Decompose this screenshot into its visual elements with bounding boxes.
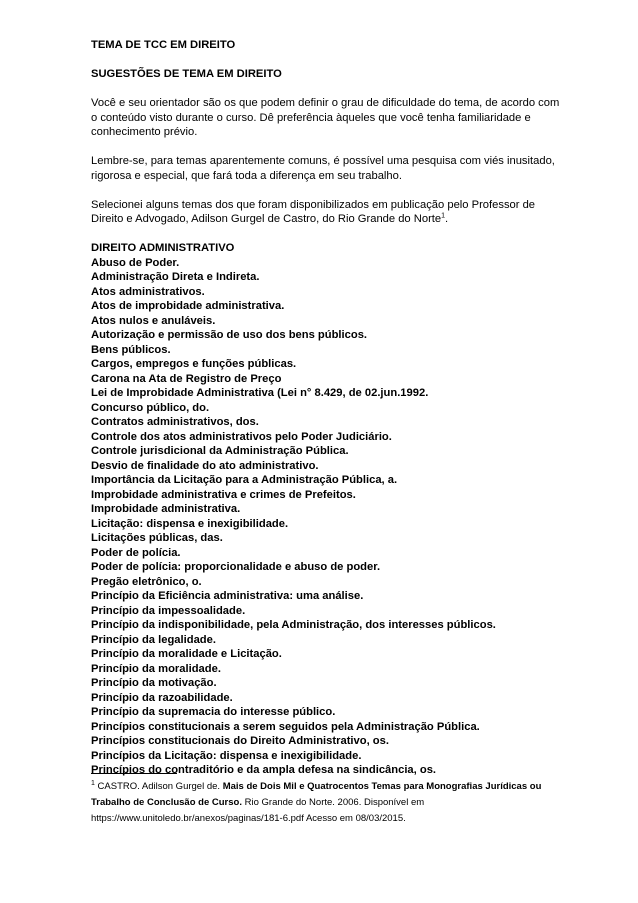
topic-item: Princípios constitucionais do Direito Administrativo, os.	[91, 735, 389, 747]
topic-item: Princípio da razoabilidade.	[91, 691, 233, 704]
topic-item: Administração Direta e Indireta.	[91, 271, 260, 283]
topic-item: Pregão eletrônico, o.	[91, 575, 202, 588]
section-title: DIREITO ADMINISTRATIVO	[91, 242, 235, 254]
footnote-mark: 1	[91, 779, 95, 787]
topic-item: Princípios constitucionais a serem seguidos pela Administração Pública.	[91, 720, 480, 733]
document-subtitle: SUGESTÕES DE TEMA EM DIREITO	[91, 68, 282, 80]
topic-list	[91, 256, 561, 778]
topic-item: Poder de polícia.	[91, 546, 181, 559]
topic-item: Princípio da supremacia do interesse público.	[91, 706, 336, 718]
topic-item: Desvio de finalidade do ato administrativo.	[91, 459, 319, 472]
topic-item: Princípios do contraditório e da ampla defesa na sindicância, os.	[91, 764, 437, 776]
topic-item: Improbidade administrativa.	[91, 503, 241, 515]
footnote-divider	[91, 773, 177, 774]
footnote-source: Rio Grande do Norte. 2006. Disponível em https://www.unitoledo.br/anexos/paginas/181-6.pdf Acesso em 08/03/2015.	[91, 797, 425, 824]
topic-item: Princípios da Licitação: dispensa e inexigibilidade.	[91, 749, 362, 762]
topic-item: Atos administrativos.	[91, 285, 205, 298]
topic-item: Controle jurisdicional da Administração Pública.	[91, 445, 349, 457]
topic-item: Carona na Ata de Registro de Preço	[91, 372, 282, 385]
topic-item: Princípio da motivação.	[91, 677, 217, 689]
topic-item: Princípio da indisponibilidade, pela Administração, dos interesses públicos.	[91, 619, 496, 631]
topic-item: Concurso público, do.	[91, 401, 210, 414]
topic-item: Poder de polícia: proporcionalidade e abuso de poder.	[91, 561, 381, 573]
topic-item: Princípio da moralidade e Licitação.	[91, 648, 282, 660]
intro-paragraph-3-text: Selecionei alguns temas dos que foram disponibilizados em publicação pelo Professor de Direito e Advogado, Adilson Gurgel de Castro, do Rio Grande do Norte	[91, 198, 536, 225]
document-title: TEMA DE TCC EM DIREITO	[91, 39, 236, 51]
topic-item: Atos de improbidade administrativa.	[91, 300, 285, 312]
topic-item: Licitação: dispensa e inexigibilidade.	[91, 517, 289, 530]
topic-item: Princípio da legalidade.	[91, 633, 216, 646]
topic-item: Abuso de Poder.	[91, 256, 180, 269]
topic-item: Importância da Licitação para a Administração Pública, a.	[91, 474, 398, 486]
topic-item: Licitações públicas, das.	[91, 532, 223, 544]
topic-item: Princípio da moralidade.	[91, 662, 221, 675]
topic-item: Contratos administrativos, dos.	[91, 416, 259, 428]
footnote-author: CASTRO. Adilson Gurgel de.	[94, 781, 223, 792]
footnote	[91, 779, 561, 827]
intro-paragraph-3-end: .	[445, 213, 449, 225]
topic-item: Atos nulos e anuláveis.	[91, 314, 216, 327]
footnote-reference[interactable]: 1	[441, 212, 446, 220]
topic-item: Controle dos atos administrativos pelo Poder Judiciário.	[91, 430, 392, 443]
intro-paragraph-3	[91, 198, 561, 227]
intro-paragraph-2: Lembre-se, para temas aparentemente comuns, é possível uma pesquisa com viés inusitado, rigorosa e especial, que fará toda a diferença em seu trabalho.	[91, 155, 555, 182]
topic-item: Cargos, empregos e funções públicas.	[91, 358, 297, 370]
topic-item: Princípio da impessoalidade.	[91, 604, 246, 617]
topic-item: Lei de Improbidade Administrativa (Lei n° 8.429, de 02.jun.1992.	[91, 387, 429, 399]
topic-item: Bens públicos.	[91, 343, 171, 356]
intro-paragraph-1: Você e seu orientador são os que podem definir o grau de dificuldade do tema, de acordo com o conteúdo visto durante o curso. Dê preferência àqueles que você tenha familiaridade e conhecimento prévio.	[91, 97, 560, 138]
footnote-work-title: Mais de Dois Mil e Quatrocentos Temas para Monografias Jurídicas ou Trabalho de Conclusão de Curso.	[91, 781, 542, 808]
topic-item: Princípio da Eficiência administrativa: uma análise.	[91, 590, 364, 602]
topic-item: Autorização e permissão de uso dos bens públicos.	[91, 329, 368, 341]
topic-item: Improbidade administrativa e crimes de Prefeitos.	[91, 488, 356, 501]
document-page	[91, 38, 561, 778]
